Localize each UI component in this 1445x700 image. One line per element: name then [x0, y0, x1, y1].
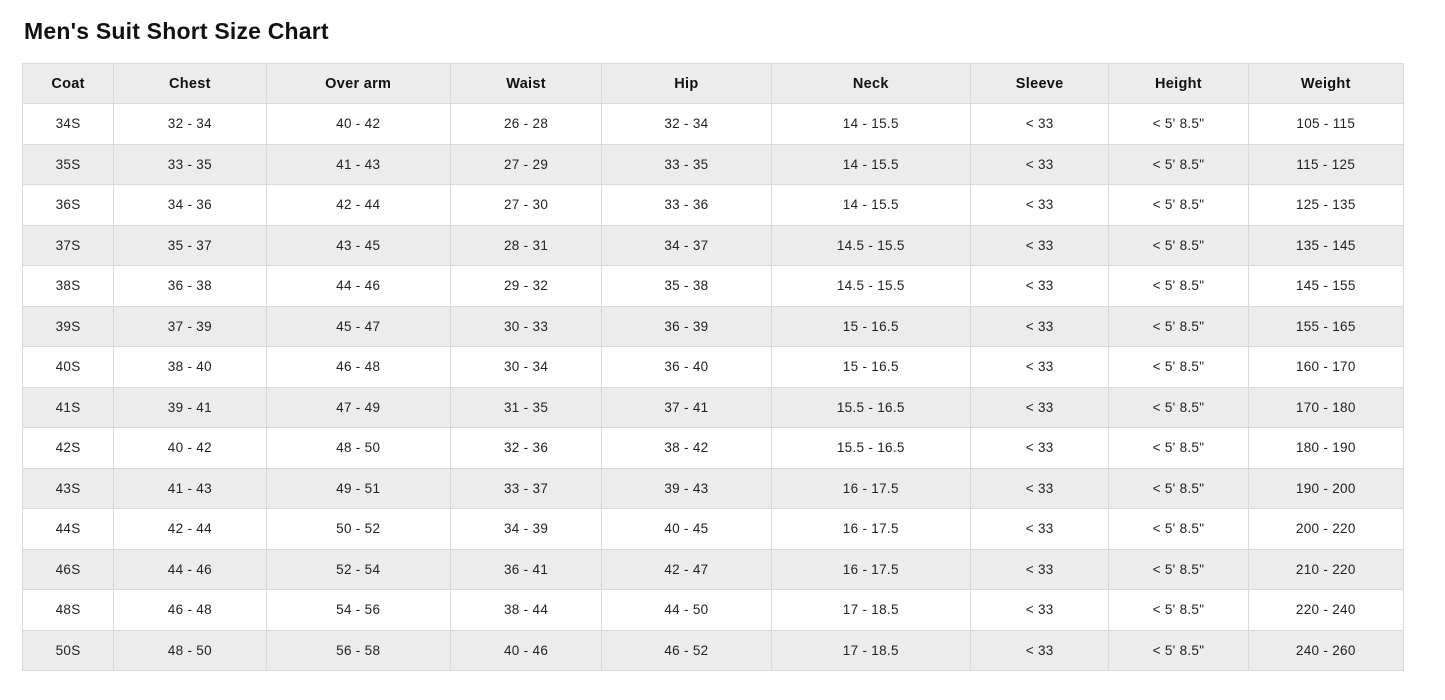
cell-neck: 14 - 15.5 — [771, 185, 970, 226]
cell-coat-size: 46S — [23, 549, 114, 590]
cell-weight: 200 - 220 — [1248, 509, 1403, 550]
cell-over-arm: 47 - 49 — [266, 387, 450, 428]
table-header-row — [23, 64, 1404, 104]
cell-over-arm: 41 - 43 — [266, 144, 450, 185]
column-header-waist: Waist — [450, 64, 601, 104]
cell-height: < 5' 8.5" — [1109, 468, 1248, 509]
cell-coat-size: 38S — [23, 266, 114, 307]
cell-sleeve: < 33 — [971, 428, 1109, 469]
cell-neck: 14 - 15.5 — [771, 104, 970, 145]
cell-chest: 32 - 34 — [114, 104, 266, 145]
cell-coat-size: 42S — [23, 428, 114, 469]
cell-sleeve: < 33 — [971, 185, 1109, 226]
cell-sleeve: < 33 — [971, 347, 1109, 388]
cell-chest: 33 - 35 — [114, 144, 266, 185]
table-row — [23, 428, 1404, 469]
table-row — [23, 144, 1404, 185]
table-row — [23, 347, 1404, 388]
cell-height: < 5' 8.5" — [1109, 428, 1248, 469]
cell-coat-size: 43S — [23, 468, 114, 509]
cell-neck: 15 - 16.5 — [771, 347, 970, 388]
cell-over-arm: 42 - 44 — [266, 185, 450, 226]
cell-coat-size: 44S — [23, 509, 114, 550]
cell-waist: 34 - 39 — [450, 509, 601, 550]
cell-neck: 16 - 17.5 — [771, 509, 970, 550]
cell-height: < 5' 8.5" — [1109, 387, 1248, 428]
cell-sleeve: < 33 — [971, 468, 1109, 509]
cell-neck: 14.5 - 15.5 — [771, 266, 970, 307]
cell-weight: 105 - 115 — [1248, 104, 1403, 145]
cell-neck: 15 - 16.5 — [771, 306, 970, 347]
cell-neck: 16 - 17.5 — [771, 468, 970, 509]
cell-waist: 30 - 33 — [450, 306, 601, 347]
column-header-hip: Hip — [602, 64, 771, 104]
table-header — [23, 64, 1404, 104]
cell-weight: 210 - 220 — [1248, 549, 1403, 590]
cell-over-arm: 52 - 54 — [266, 549, 450, 590]
table-body — [23, 104, 1404, 671]
column-header-weight: Weight — [1248, 64, 1403, 104]
cell-hip: 37 - 41 — [602, 387, 771, 428]
table-row — [23, 509, 1404, 550]
cell-weight: 155 - 165 — [1248, 306, 1403, 347]
cell-hip: 35 - 38 — [602, 266, 771, 307]
cell-height: < 5' 8.5" — [1109, 306, 1248, 347]
cell-hip: 34 - 37 — [602, 225, 771, 266]
cell-neck: 17 - 18.5 — [771, 630, 970, 671]
cell-sleeve: < 33 — [971, 266, 1109, 307]
cell-sleeve: < 33 — [971, 387, 1109, 428]
column-header-chest: Chest — [114, 64, 266, 104]
cell-coat-size: 34S — [23, 104, 114, 145]
cell-over-arm: 46 - 48 — [266, 347, 450, 388]
cell-height: < 5' 8.5" — [1109, 590, 1248, 631]
cell-over-arm: 54 - 56 — [266, 590, 450, 631]
table-row — [23, 306, 1404, 347]
cell-chest: 36 - 38 — [114, 266, 266, 307]
cell-hip: 38 - 42 — [602, 428, 771, 469]
column-header-coat: Coat — [23, 64, 114, 104]
cell-coat-size: 48S — [23, 590, 114, 631]
cell-over-arm: 49 - 51 — [266, 468, 450, 509]
cell-weight: 115 - 125 — [1248, 144, 1403, 185]
size-chart-table — [22, 63, 1404, 671]
cell-weight: 220 - 240 — [1248, 590, 1403, 631]
cell-height: < 5' 8.5" — [1109, 225, 1248, 266]
cell-sleeve: < 33 — [971, 144, 1109, 185]
cell-chest: 42 - 44 — [114, 509, 266, 550]
cell-hip: 46 - 52 — [602, 630, 771, 671]
cell-weight: 240 - 260 — [1248, 630, 1403, 671]
cell-height: < 5' 8.5" — [1109, 144, 1248, 185]
cell-neck: 14 - 15.5 — [771, 144, 970, 185]
cell-chest: 41 - 43 — [114, 468, 266, 509]
cell-coat-size: 50S — [23, 630, 114, 671]
cell-coat-size: 36S — [23, 185, 114, 226]
table-row — [23, 590, 1404, 631]
cell-chest: 46 - 48 — [114, 590, 266, 631]
cell-over-arm: 48 - 50 — [266, 428, 450, 469]
cell-waist: 27 - 30 — [450, 185, 601, 226]
cell-chest: 35 - 37 — [114, 225, 266, 266]
cell-waist: 30 - 34 — [450, 347, 601, 388]
cell-over-arm: 45 - 47 — [266, 306, 450, 347]
cell-height: < 5' 8.5" — [1109, 104, 1248, 145]
cell-weight: 135 - 145 — [1248, 225, 1403, 266]
cell-chest: 48 - 50 — [114, 630, 266, 671]
table-row — [23, 266, 1404, 307]
cell-hip: 33 - 36 — [602, 185, 771, 226]
cell-waist: 36 - 41 — [450, 549, 601, 590]
column-header-neck: Neck — [771, 64, 970, 104]
cell-sleeve: < 33 — [971, 509, 1109, 550]
cell-neck: 14.5 - 15.5 — [771, 225, 970, 266]
cell-neck: 15.5 - 16.5 — [771, 387, 970, 428]
cell-coat-size: 37S — [23, 225, 114, 266]
cell-hip: 44 - 50 — [602, 590, 771, 631]
cell-waist: 38 - 44 — [450, 590, 601, 631]
column-header-over-arm: Over arm — [266, 64, 450, 104]
cell-sleeve: < 33 — [971, 590, 1109, 631]
cell-height: < 5' 8.5" — [1109, 509, 1248, 550]
cell-sleeve: < 33 — [971, 306, 1109, 347]
cell-weight: 190 - 200 — [1248, 468, 1403, 509]
cell-over-arm: 40 - 42 — [266, 104, 450, 145]
cell-weight: 160 - 170 — [1248, 347, 1403, 388]
cell-chest: 39 - 41 — [114, 387, 266, 428]
cell-waist: 31 - 35 — [450, 387, 601, 428]
cell-over-arm: 44 - 46 — [266, 266, 450, 307]
cell-over-arm: 43 - 45 — [266, 225, 450, 266]
table-row — [23, 225, 1404, 266]
cell-hip: 36 - 40 — [602, 347, 771, 388]
cell-weight: 170 - 180 — [1248, 387, 1403, 428]
column-header-sleeve: Sleeve — [971, 64, 1109, 104]
cell-chest: 37 - 39 — [114, 306, 266, 347]
cell-sleeve: < 33 — [971, 549, 1109, 590]
column-header-height: Height — [1109, 64, 1248, 104]
table-row — [23, 549, 1404, 590]
cell-weight: 125 - 135 — [1248, 185, 1403, 226]
cell-coat-size: 39S — [23, 306, 114, 347]
cell-weight: 145 - 155 — [1248, 266, 1403, 307]
cell-waist: 40 - 46 — [450, 630, 601, 671]
cell-hip: 40 - 45 — [602, 509, 771, 550]
cell-hip: 39 - 43 — [602, 468, 771, 509]
cell-hip: 33 - 35 — [602, 144, 771, 185]
cell-neck: 16 - 17.5 — [771, 549, 970, 590]
cell-hip: 42 - 47 — [602, 549, 771, 590]
cell-neck: 17 - 18.5 — [771, 590, 970, 631]
table-row — [23, 630, 1404, 671]
cell-sleeve: < 33 — [971, 104, 1109, 145]
table-row — [23, 468, 1404, 509]
table-row — [23, 104, 1404, 145]
cell-sleeve: < 33 — [971, 630, 1109, 671]
cell-coat-size: 40S — [23, 347, 114, 388]
cell-height: < 5' 8.5" — [1109, 185, 1248, 226]
cell-coat-size: 41S — [23, 387, 114, 428]
cell-over-arm: 50 - 52 — [266, 509, 450, 550]
cell-chest: 34 - 36 — [114, 185, 266, 226]
cell-waist: 32 - 36 — [450, 428, 601, 469]
cell-hip: 36 - 39 — [602, 306, 771, 347]
page-title: Men's Suit Short Size Chart — [24, 18, 329, 44]
cell-waist: 33 - 37 — [450, 468, 601, 509]
table-row — [23, 185, 1404, 226]
cell-height: < 5' 8.5" — [1109, 549, 1248, 590]
cell-sleeve: < 33 — [971, 225, 1109, 266]
cell-waist: 26 - 28 — [450, 104, 601, 145]
cell-neck: 15.5 - 16.5 — [771, 428, 970, 469]
cell-weight: 180 - 190 — [1248, 428, 1403, 469]
cell-chest: 44 - 46 — [114, 549, 266, 590]
cell-height: < 5' 8.5" — [1109, 266, 1248, 307]
cell-over-arm: 56 - 58 — [266, 630, 450, 671]
cell-waist: 27 - 29 — [450, 144, 601, 185]
cell-height: < 5' 8.5" — [1109, 630, 1248, 671]
cell-hip: 32 - 34 — [602, 104, 771, 145]
cell-chest: 40 - 42 — [114, 428, 266, 469]
cell-chest: 38 - 40 — [114, 347, 266, 388]
cell-waist: 29 - 32 — [450, 266, 601, 307]
cell-coat-size: 35S — [23, 144, 114, 185]
cell-waist: 28 - 31 — [450, 225, 601, 266]
table-row — [23, 387, 1404, 428]
cell-height: < 5' 8.5" — [1109, 347, 1248, 388]
